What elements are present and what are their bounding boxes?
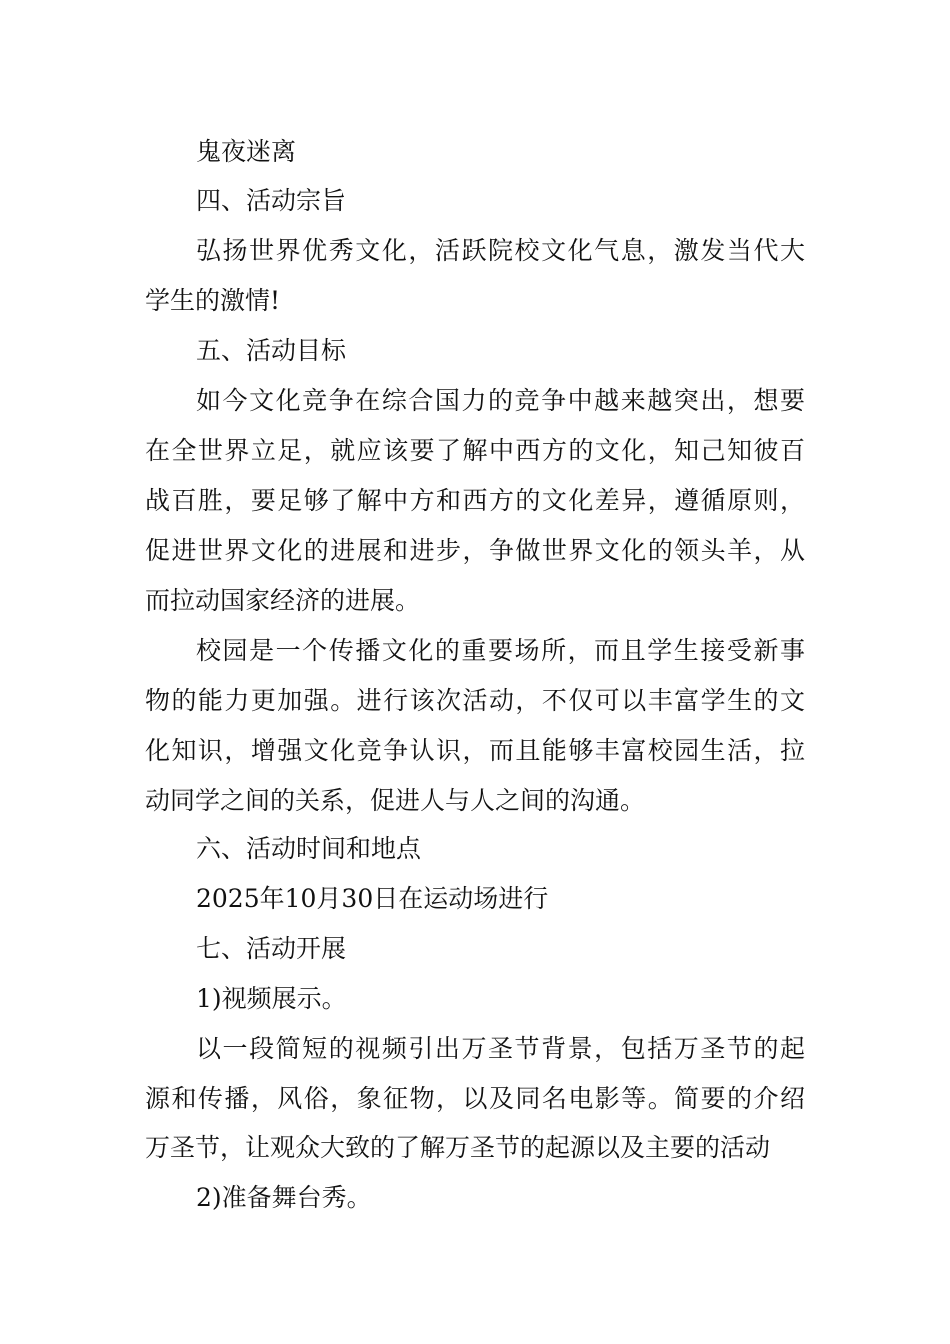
paragraph-line: 如今文化竞争在综合国力的竞争中越来越突出，想要 [196,386,805,415]
list-item: 2)准备舞台秀。 [196,1183,372,1212]
paragraph-line: 在全世界立足，就应该要了解中西方的文化，知己知彼百 [145,436,805,465]
paragraph-line: 战百胜，要足够了解中方和西方的文化差异，遵循原则， [145,486,805,515]
paragraph-line: 促进世界文化的进展和进步，争做世界文化的领头羊，从 [145,536,805,565]
section-heading: 五、活动目标 [196,336,347,365]
section-heading: 四、活动宗旨 [196,186,347,215]
section-heading: 七、活动开展 [196,934,347,963]
paragraph-line: 万圣节，让观众大致的了解万圣节的起源以及主要的活动 [145,1133,771,1162]
paragraph-line: 校园是一个传播文化的重要场所，而且学生接受新事 [196,636,805,665]
paragraph-line: 以一段简短的视频引出万圣节背景，包括万圣节的起 [196,1034,805,1063]
paragraph-line: 物的能力更加强。进行该次活动，不仅可以丰富学生的文 [145,686,805,715]
paragraph-line: 化知识，增强文化竞争认识，而且能够丰富校园生活，拉 [145,736,805,765]
list-item: 1)视频展示。 [196,984,347,1013]
paragraph-line: 鬼夜迷离 [196,137,297,166]
paragraph-line: 动同学之间的关系，促进人与人之间的沟通。 [145,786,646,815]
paragraph-line: 而拉动国家经济的进展。 [145,586,421,615]
paragraph-line: 源和传播，风俗，象征物，以及同名电影等。简要的介绍 [145,1084,805,1113]
paragraph-line: 学生的激情! [145,286,281,315]
paragraph-line: 2025年10月30日在运动场进行 [196,884,549,913]
paragraph-line: 弘扬世界优秀文化，活跃院校文化气息，激发当代大 [196,236,805,265]
section-heading: 六、活动时间和地点 [196,834,422,863]
